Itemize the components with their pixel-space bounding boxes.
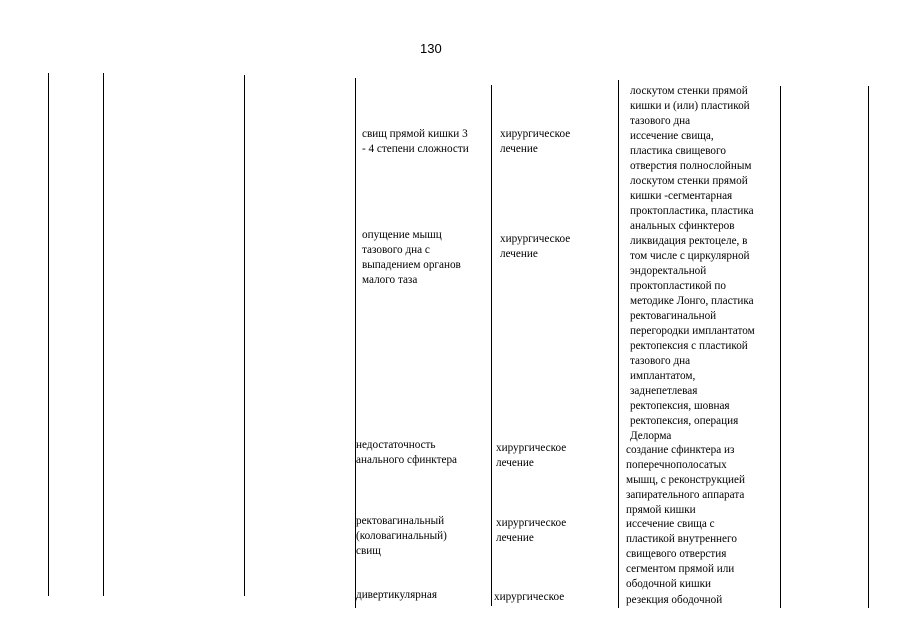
cell-line: лечение — [496, 457, 534, 469]
cell-line: пластикой внутреннего — [626, 533, 737, 545]
cell-line: том числе с циркулярной — [630, 250, 750, 262]
cell-line: свищ — [356, 545, 381, 557]
cell-line: кишки -сегментарная — [630, 190, 733, 202]
cell-line: опущение мышц — [362, 229, 442, 241]
condition-cell — [362, 228, 461, 288]
cell-line: прямой кишки — [626, 504, 696, 516]
cell-line: ректопексия, шовная — [630, 400, 730, 412]
cell-line: методике Лонго, пластика — [630, 295, 754, 307]
treatment-cell — [500, 127, 570, 157]
cell-line: мышц, с реконструкцией — [626, 474, 745, 486]
cell-line: лоскутом стенки прямой — [630, 85, 748, 97]
cell-line: ректопексия, операция — [630, 415, 739, 427]
cell-line: ректопексия с пластикой — [630, 340, 748, 352]
cell-line: малого таза — [362, 274, 418, 286]
cell-line: лечение — [500, 248, 538, 260]
column-rule — [244, 75, 245, 596]
cell-line: эндоректальной — [630, 265, 707, 277]
cell-line: пластика свищевого — [630, 145, 726, 157]
cell-line: дивертикулярная — [356, 589, 437, 601]
cell-line: хирургическое — [494, 591, 565, 603]
cell-line: перегородки имплантатом — [630, 325, 755, 337]
cell-line: кишки и (или) пластикой — [630, 100, 750, 112]
condition-cell — [356, 438, 457, 468]
cell-line: ликвидация ректоцеле, в — [630, 235, 748, 247]
cell-line: поперечнополосатых — [626, 459, 727, 471]
cell-line: тазового дна с — [362, 244, 430, 256]
method-cell — [630, 129, 754, 234]
cell-line: отверстия полнослойным — [630, 160, 752, 172]
cell-line: хирургическое — [496, 442, 567, 454]
page-number: 130 — [420, 41, 442, 56]
table-border-left — [48, 73, 49, 596]
cell-line: имплантатом, — [630, 370, 696, 382]
cell-line: (коловагинальный) — [356, 530, 447, 542]
cell-line: создание сфинктера из — [626, 444, 735, 456]
cell-line: выпадением органов — [362, 259, 461, 271]
cell-line: проктопластика, пластика — [630, 205, 754, 217]
method-cell — [626, 593, 722, 608]
cell-line: лечение — [500, 143, 538, 155]
cell-line: заднепетлевая — [630, 385, 698, 397]
cell-line: иссечение свища, — [630, 130, 714, 142]
cell-line: недостаточность — [356, 439, 436, 451]
cell-line: иссечение свища с — [626, 518, 715, 530]
cell-line: хирургическое — [500, 128, 571, 140]
cell-line: проктопластикой по — [630, 280, 726, 292]
column-rule — [618, 80, 619, 608]
cell-line: ректовагинальный — [356, 515, 445, 527]
method-cell — [626, 517, 737, 592]
cell-line: тазового дна — [630, 355, 691, 367]
treatment-cell — [494, 590, 564, 605]
cell-line: ободочной кишки — [626, 578, 712, 590]
cell-line: хирургическое — [496, 517, 567, 529]
condition-cell — [356, 514, 447, 559]
cell-line: лечение — [496, 532, 534, 544]
treatment-cell — [496, 441, 566, 471]
table-border-right — [868, 86, 869, 608]
column-rule — [103, 73, 104, 596]
treatment-cell — [500, 232, 570, 262]
column-rule — [780, 86, 781, 608]
method-cell — [630, 234, 755, 444]
condition-cell — [362, 127, 469, 157]
column-rule — [491, 85, 492, 606]
cell-line: свищевого отверстия — [626, 548, 727, 560]
method-cell — [630, 84, 750, 129]
cell-line: Делорма — [630, 430, 672, 442]
cell-line: сегментом прямой или — [626, 563, 735, 575]
cell-line: - 4 степени сложности — [362, 143, 469, 155]
cell-line: анальных сфинктеров — [630, 220, 735, 232]
cell-line: ректовагинальной — [630, 310, 717, 322]
cell-line: анального сфинктера — [356, 454, 458, 466]
cell-line: лоскутом стенки прямой — [630, 175, 748, 187]
cell-line: хирургическое — [500, 233, 571, 245]
cell-line: свищ прямой кишки 3 — [362, 128, 468, 140]
condition-cell — [356, 588, 437, 603]
cell-line: тазового дна — [630, 115, 691, 127]
treatment-cell — [496, 516, 566, 546]
method-cell — [626, 443, 745, 518]
cell-line: запирательного аппарата — [626, 489, 745, 501]
cell-line: резекция ободочной — [626, 594, 723, 606]
